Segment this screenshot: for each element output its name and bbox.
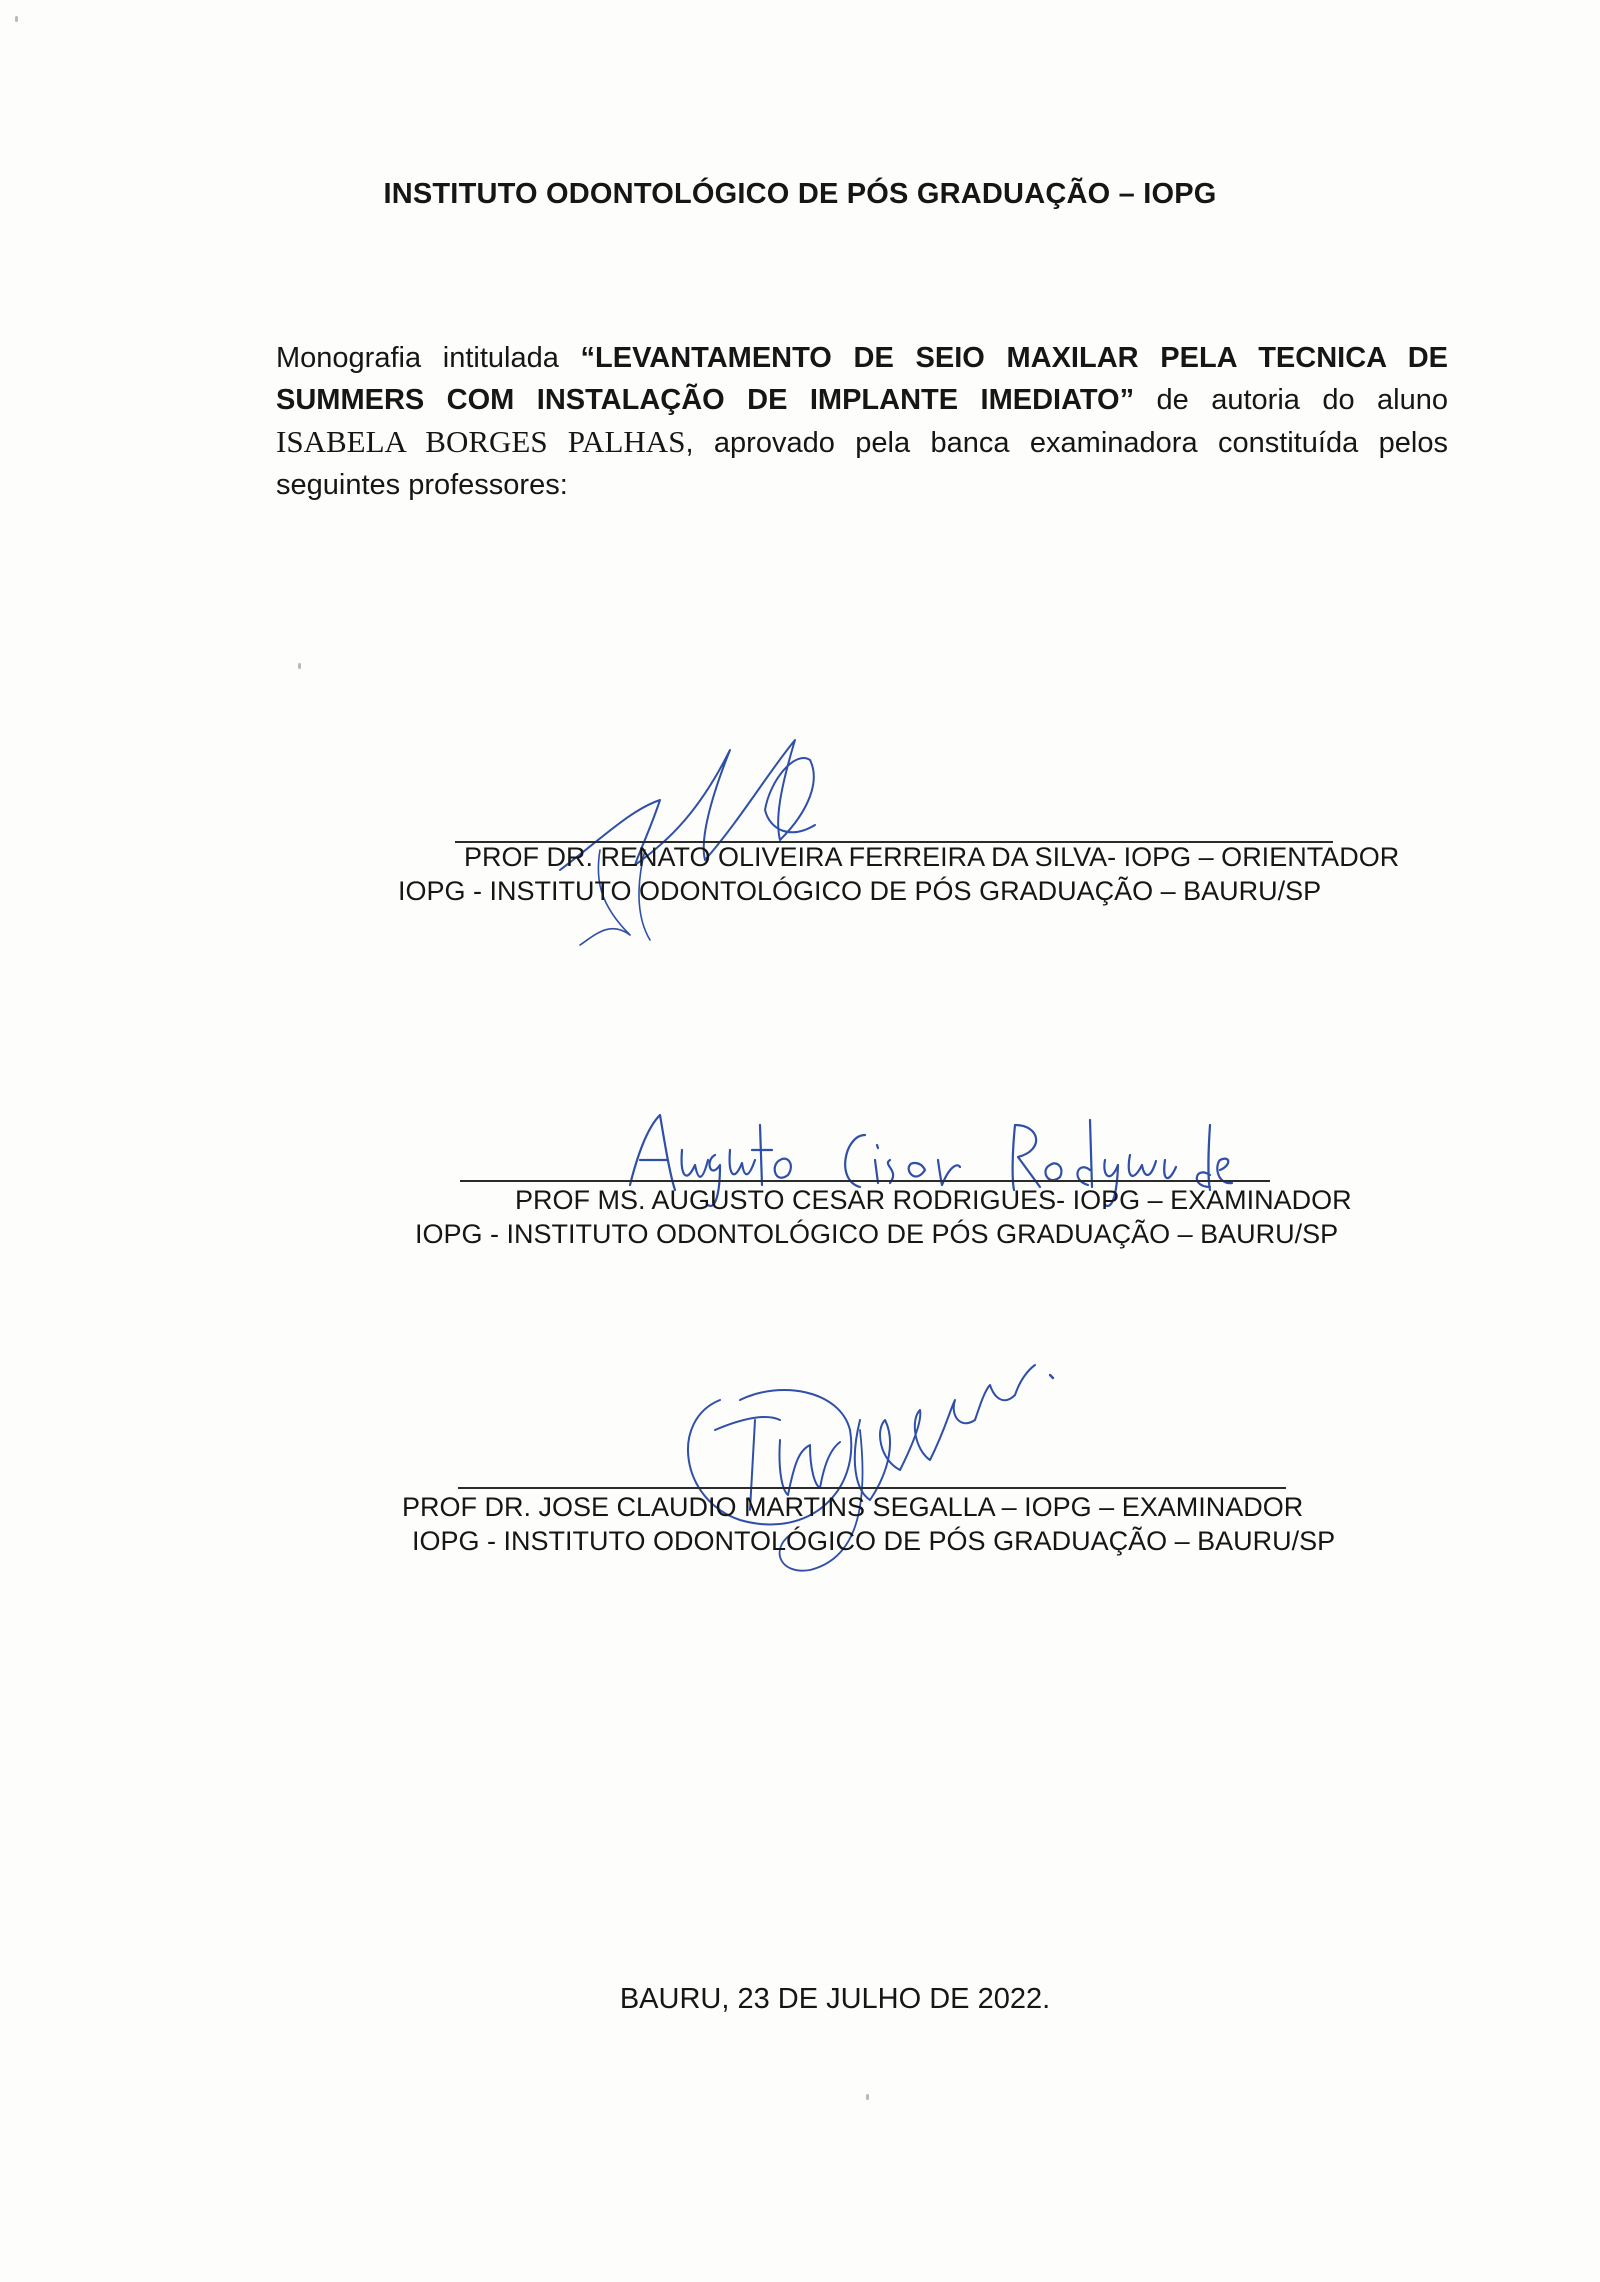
signature-advisor xyxy=(540,690,840,950)
intro-mid: de autoria do aluno xyxy=(1134,384,1448,416)
scan-speck xyxy=(15,16,18,22)
examiner-1-name: PROF MS. AUGUSTO CESAR RODRIGUES- IOPG – EXAMINADOR xyxy=(515,1185,1352,1215)
advisor-institution: IOPG - INSTITUTO ODONTOLÓGICO DE PÓS GRADUAÇÃO – BAURU/SP xyxy=(398,876,1322,906)
examiner-2-name: PROF DR. JOSE CLAUDIO MARTINS SEGALLA – IOPG – EXAMINADOR xyxy=(402,1492,1304,1522)
approval-paragraph xyxy=(276,337,1448,506)
advisor-name: PROF DR. RENATO OLIVEIRA FERREIRA DA SILVA- IOPG – ORIENTADOR xyxy=(464,842,1400,872)
date-line: BAURU, 23 DE JULHO DE 2022. xyxy=(619,1983,1051,2015)
scan-speck xyxy=(866,2094,869,2100)
signature-line-examiner-2 xyxy=(458,1487,1286,1489)
page-title: INSTITUTO ODONTOLÓGICO DE PÓS GRADUAÇÃO – IOPG xyxy=(383,178,1217,210)
monograph-title: “LEVANTAMENTO DE SEIO MAXILAR PELA TECNICA DE SUMMERS COM INSTALAÇÃO DE IMPLANTE IMEDIATO” xyxy=(276,342,1448,416)
intro-tail: , aprovado pela banca examinadora constituída pelos seguintes professores: xyxy=(276,427,1448,501)
scan-speck xyxy=(298,663,301,669)
signature-line-examiner-1 xyxy=(460,1180,1270,1182)
student-name: ISABELA BORGES PALHAS xyxy=(276,424,686,459)
intro-lead: Monografia intitulada xyxy=(276,342,581,374)
examiner-1-institution: IOPG - INSTITUTO ODONTOLÓGICO DE PÓS GRADUAÇÃO – BAURU/SP xyxy=(415,1219,1339,1249)
examiner-2-institution: IOPG - INSTITUTO ODONTOLÓGICO DE PÓS GRADUAÇÃO – BAURU/SP xyxy=(412,1526,1336,1556)
